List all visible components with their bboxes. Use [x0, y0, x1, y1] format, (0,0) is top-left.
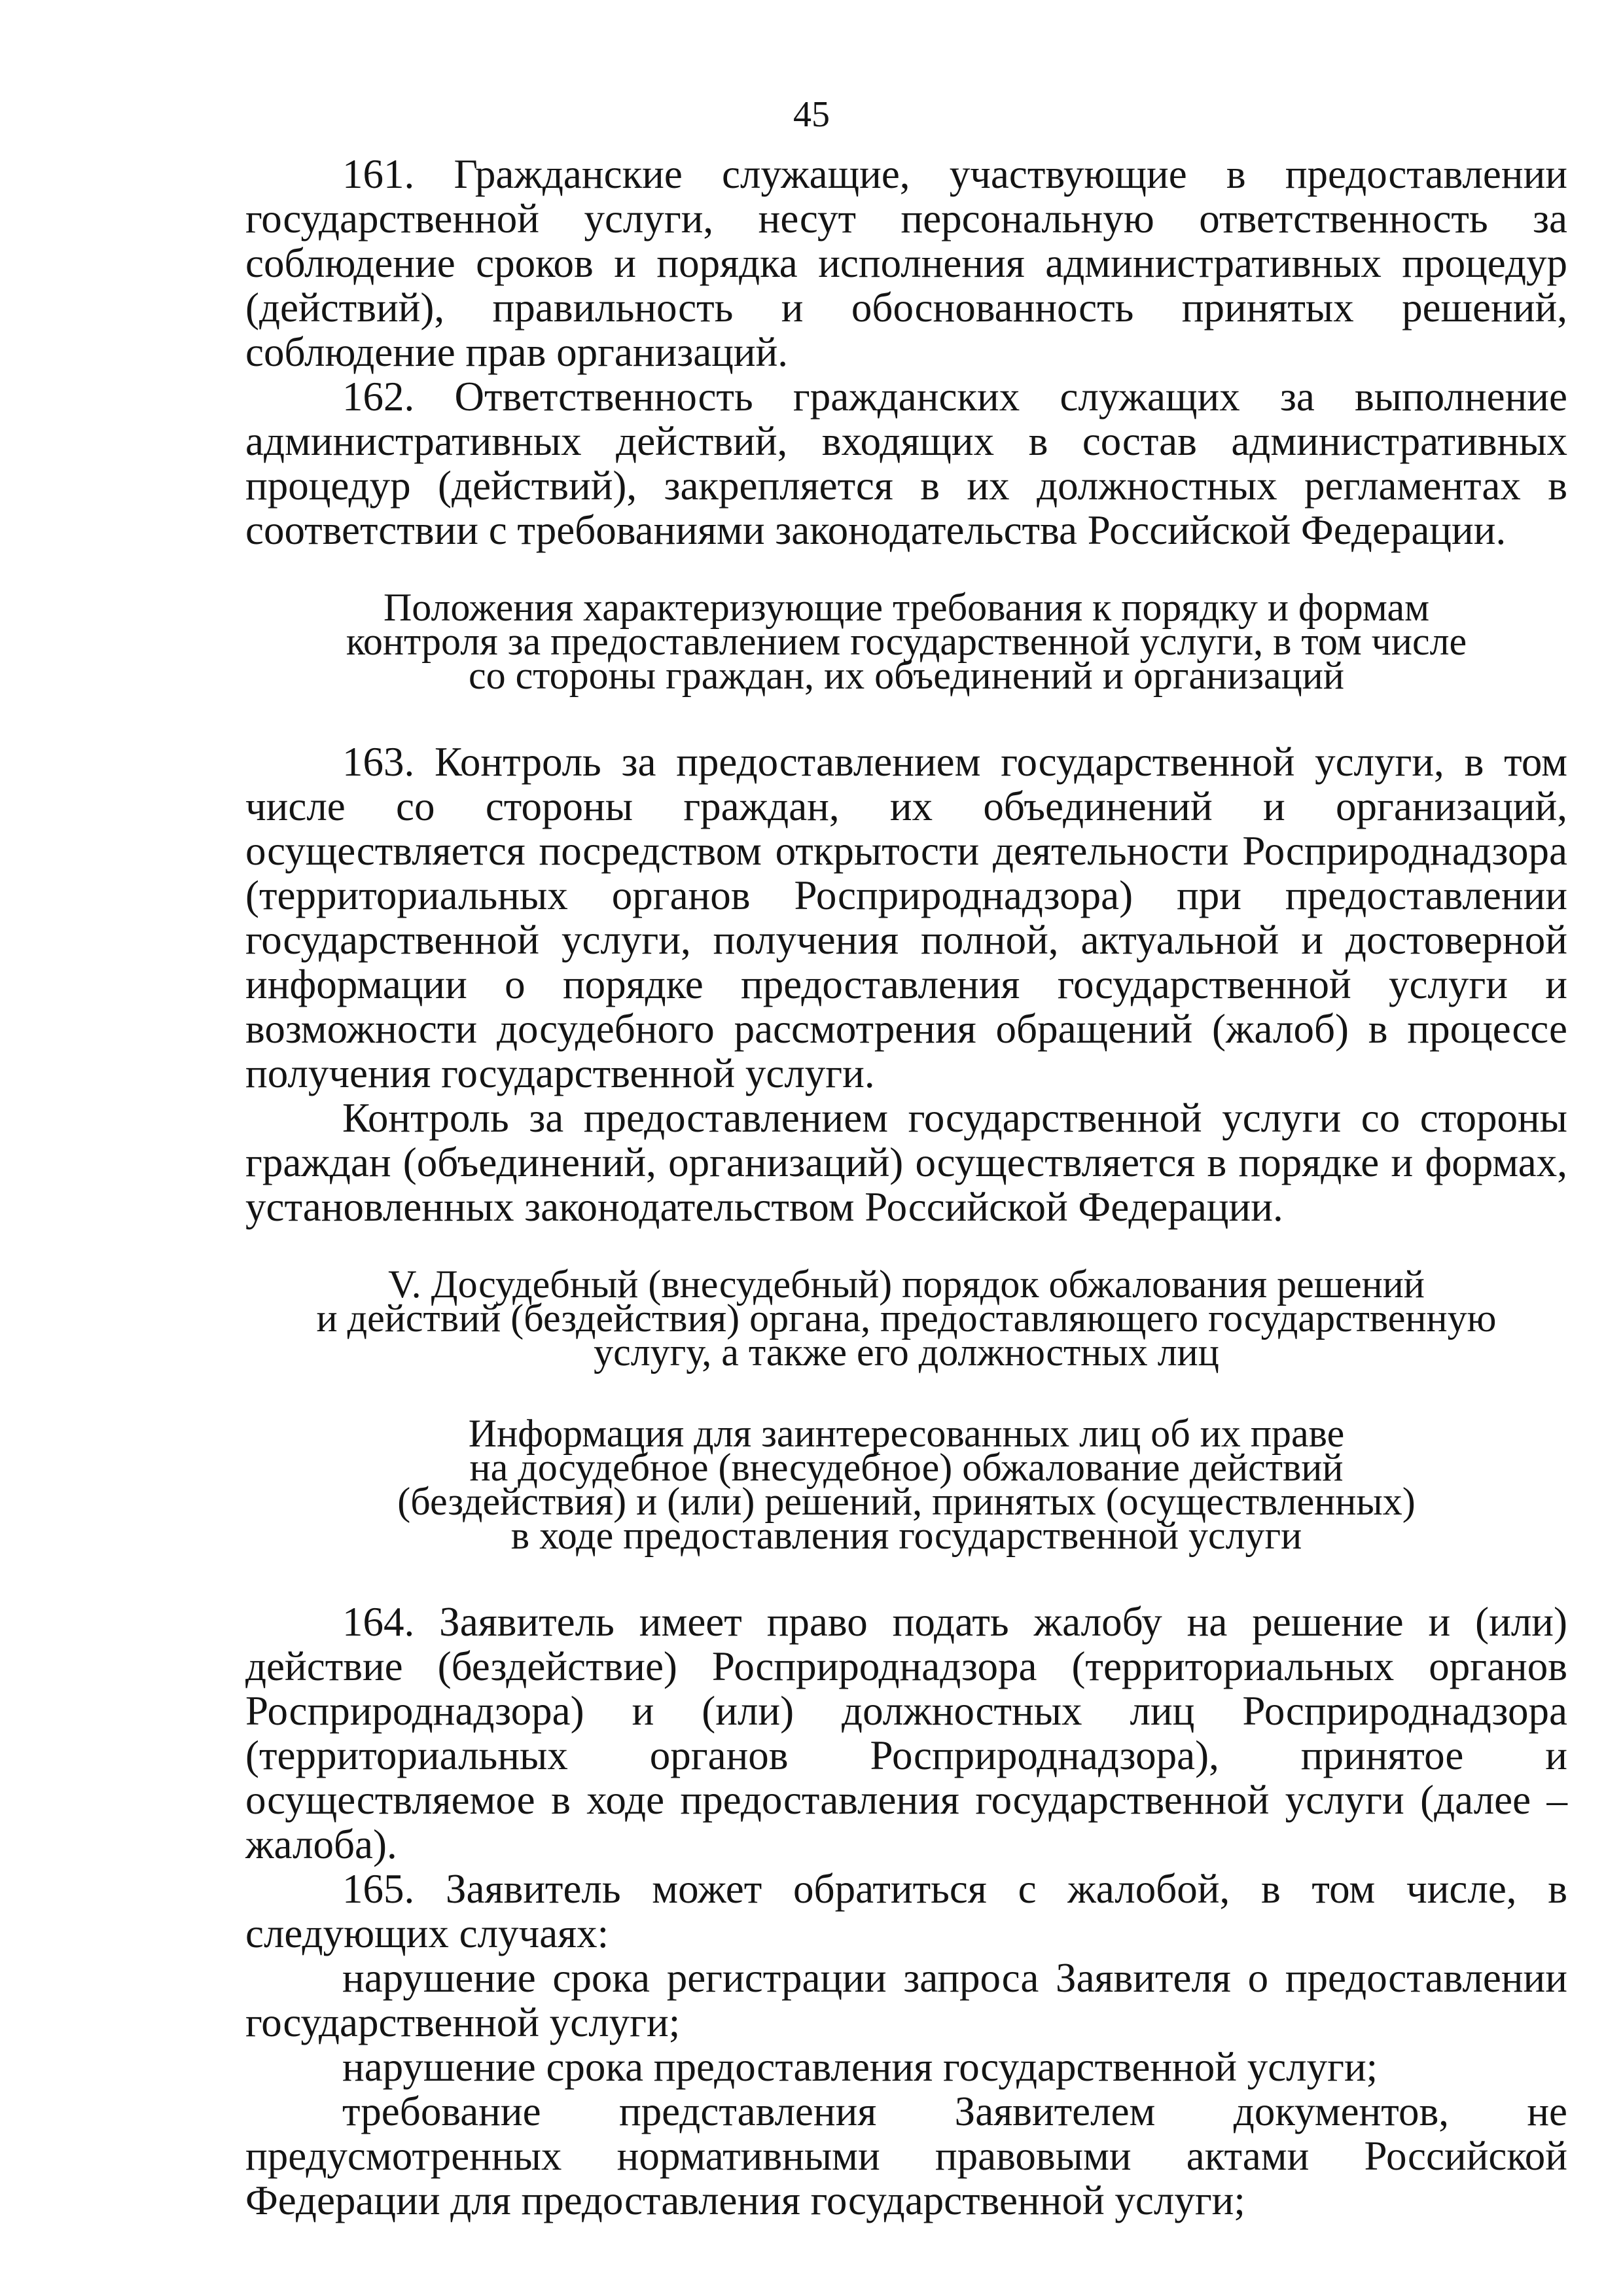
section-heading-control: [245, 586, 1567, 697]
heading-line: контроля за предоставлением государственной услуги, в том числе: [346, 620, 1467, 663]
heading-line: Положения характеризующие требования к порядку и формам: [383, 586, 1430, 629]
paragraph-162: 162. Ответственность гражданских служащих за выполнение административных действий, входящих в состав административных процедур (действий), закрепляется в их должностных регламентах в соответствии с требованиями законодательства Российской Федерации.: [245, 374, 1567, 553]
section-heading-v: [245, 1263, 1567, 1374]
list-item-registration-deadline: нарушение срока регистрации запроса Заявителя о предоставлении государственной услуги;: [245, 1955, 1567, 2045]
list-item-documents-requirement: требование представления Заявителем документов, не предусмотренных нормативными правовыми актами Российской Федерации для предоставления государственной услуги;: [245, 2089, 1567, 2223]
paragraph-165: 165. Заявитель может обратиться с жалобой, в том числе, в следующих случаях:: [245, 1866, 1567, 1956]
heading-line: со стороны граждан, их объединений и организаций: [468, 654, 1345, 697]
document-body: [245, 152, 1567, 2223]
heading-line: и действий (бездействия) органа, предоставляющего государственную: [316, 1297, 1497, 1340]
page-number: 45: [793, 94, 830, 135]
heading-line: на досудебное (внесудебное) обжалование действий: [469, 1446, 1344, 1489]
heading-line: (бездействия) и (или) решений, принятых (осуществленных): [397, 1480, 1416, 1523]
paragraph-163: 163. Контроль за предоставлением государственной услуги, в том числе со стороны граждан, их объединений и организаций, осуществляется посредством открытости деятельности Росприроднадзора (территориальных органов Росприроднадзора) при предоставлении государственной услуги, получения полной, актуальной и достоверной информации о порядке предоставления государственной услуги и возможности досудебного рассмотрения обращений (жалоб) в процессе получения государственной услуги.: [245, 739, 1567, 1096]
heading-line: V. Досудебный (внесудебный) порядок обжалования решений: [388, 1263, 1425, 1306]
list-item-service-deadline: нарушение срока предоставления государственной услуги;: [342, 2044, 1378, 2090]
paragraph-164: 164. Заявитель имеет право подать жалобу на решение и (или) действие (бездействие) Росприроднадзора (территориальных органов Росприроднадзора) и (или) должностных лиц Росприроднадзора (территориальных органов Росприроднадзора), принятое и осуществляемое в ходе предоставления государственной услуги (далее – жалоба).: [245, 1599, 1567, 1867]
paragraph-control-forms: Контроль за предоставлением государственной услуги со стороны граждан (объединений, организаций) осуществляется в порядке и формах, установленных законодательством Российской Федерации.: [245, 1095, 1567, 1230]
paragraph-161: 161. Гражданские служащие, участвующие в предоставлении государственной услуги, несут персональную ответственность за соблюдение сроков и порядка исполнения административных процедур (действий), правильность и обоснованность принятых решений, соблюдение прав организаций.: [245, 151, 1567, 375]
heading-line: Информация для заинтересованных лиц об их праве: [468, 1412, 1345, 1455]
heading-line: услугу, а также его должностных лиц: [594, 1331, 1219, 1374]
heading-line: в ходе предоставления государственной услуги: [510, 1514, 1302, 1557]
section-heading-information: [245, 1412, 1567, 1557]
